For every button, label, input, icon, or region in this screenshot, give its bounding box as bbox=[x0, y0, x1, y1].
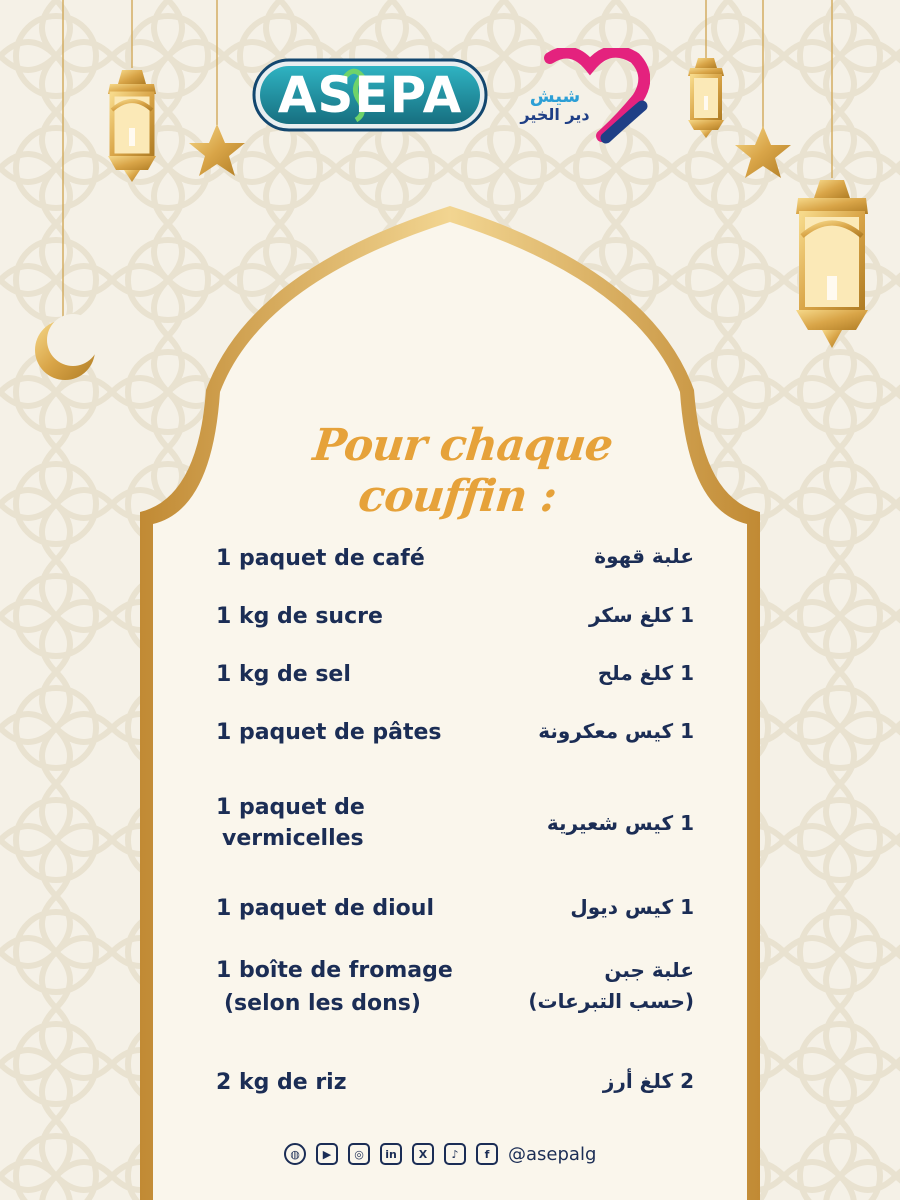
list-item-fr: 1 boîte de fromage bbox=[216, 958, 453, 983]
list-item-fr: vermicelles bbox=[222, 826, 364, 851]
x-icon[interactable]: X bbox=[412, 1143, 434, 1165]
page-title: Pour chaque couffin : bbox=[310, 420, 615, 522]
list-item-ar: 1 كيس ديول bbox=[570, 895, 694, 919]
list-item-ar: 1 كلغ ملح bbox=[597, 661, 694, 685]
list-item-ar: (حسب التبرعات) bbox=[528, 989, 694, 1013]
youtube-icon[interactable]: ▶ bbox=[316, 1143, 338, 1165]
facebook-icon[interactable]: f bbox=[476, 1143, 498, 1165]
list-item-fr: 1 paquet de dioul bbox=[216, 896, 435, 921]
chichdir-logo-line1: شيش bbox=[529, 86, 581, 107]
social-handle[interactable]: @asepalg bbox=[508, 1143, 597, 1165]
list-item-ar: علبة قهوة bbox=[594, 544, 694, 568]
social-links bbox=[284, 1140, 596, 1168]
linkedin-icon[interactable]: in bbox=[380, 1143, 402, 1165]
asepa-logo-text: ASEPA bbox=[277, 66, 463, 124]
list-item-ar: 1 كيس شعيرية bbox=[546, 811, 694, 835]
list-item-fr: 2 kg de riz bbox=[216, 1070, 347, 1095]
list-item-fr: 1 kg de sucre bbox=[216, 604, 383, 629]
list-item-fr: 1 paquet de pâtes bbox=[216, 720, 442, 745]
list-item-fr: 1 paquet de café bbox=[216, 546, 425, 571]
list-item-fr: (selon les dons) bbox=[224, 991, 421, 1016]
chichdir-logo-line2: دير الخير bbox=[520, 105, 590, 124]
globe-icon[interactable]: ◍ bbox=[284, 1143, 306, 1165]
list-item-fr: 1 kg de sel bbox=[216, 662, 351, 687]
instagram-icon[interactable]: ◎ bbox=[348, 1143, 370, 1165]
list-item-ar: علبة جبن bbox=[604, 958, 694, 982]
list-item-ar: 2 كلغ أرز bbox=[602, 1069, 694, 1093]
tiktok-icon[interactable]: ♪ bbox=[444, 1143, 466, 1165]
list-item-fr: 1 paquet de bbox=[216, 795, 365, 820]
list-item-ar: 1 كلغ سكر bbox=[588, 603, 694, 627]
list-item-ar: 1 كيس معكرونة bbox=[538, 719, 694, 743]
